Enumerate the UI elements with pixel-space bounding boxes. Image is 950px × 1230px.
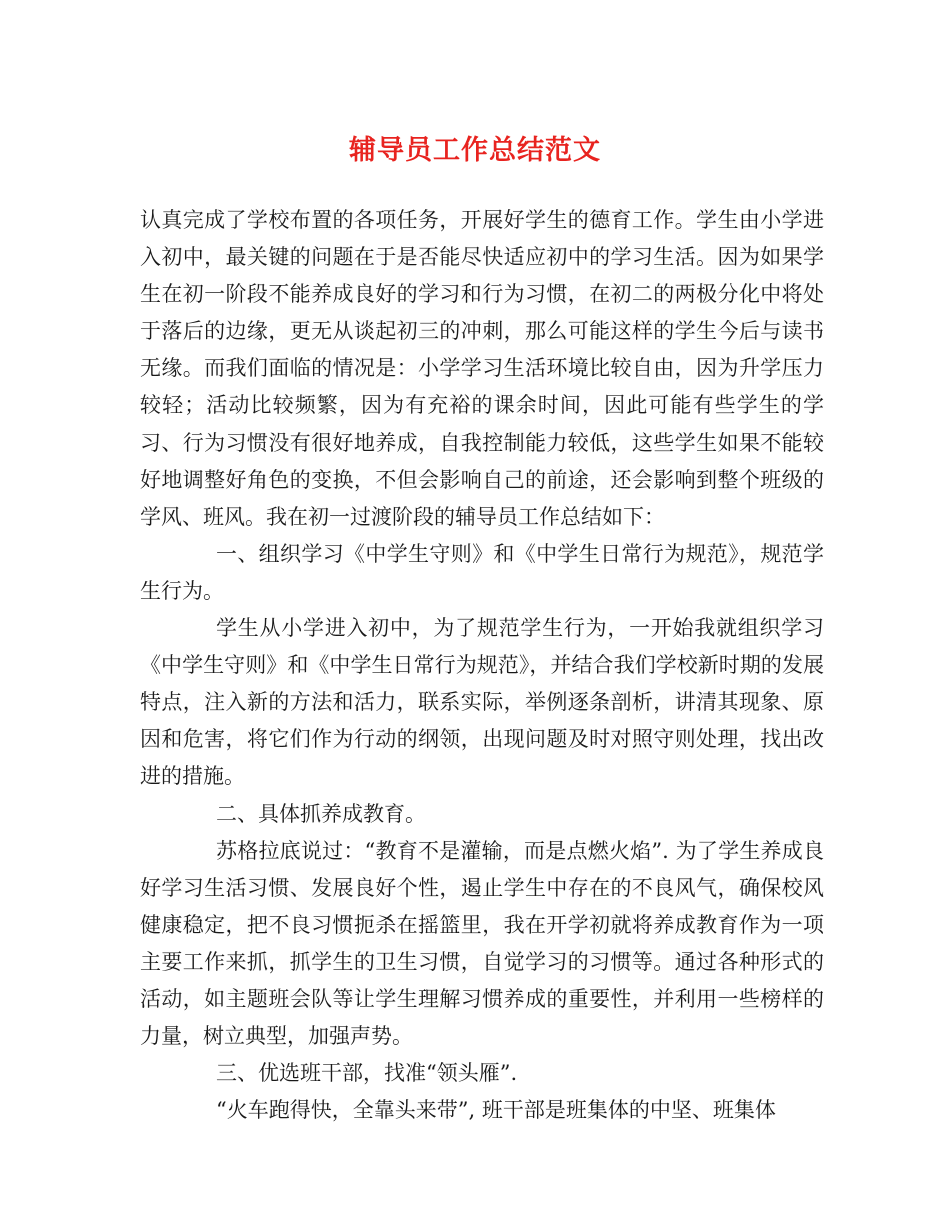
document-body: [140, 202, 824, 1129]
paragraph-section-3: “火车跑得快，全靠头来带”, 班干部是班集体的中坚、班集体: [216, 1098, 776, 1123]
section-heading-2: 二、具体抓养成教育。: [216, 801, 426, 826]
document-title: 辅导员工作总结范文: [349, 135, 601, 166]
section-heading-3: 三、优选班干部，找准“领头雁”.: [216, 1061, 518, 1086]
paragraph-section-1: 学生从小学进入初中，为了规范学生行为，一开始我就组织学习《中学生守则》和《中学生日常行为规范》，并结合我们学校新时期的发展特点，注入新的方法和活力，联系实际，举例逐条剖析，讲清其现象、原因和危害，将它们作为行动的纲领，出现问题及时对照守则处理，找出改进的措施。: [140, 616, 824, 789]
paragraph-section-2: 苏格拉底说过：“教育不是灌输，而是点燃火焰”. 为了学生养成良好学习生活习惯、发展良好个性，遏止学生中存在的不良风气，确保校风健康稳定，把不良习惯扼杀在摇篮里，我在开学初就将养成教育作为一项主要工作来抓，抓学生的卫生习惯，自觉学习的习惯等。通过各种形式的活动，如主题班会队等让学生理解习惯养成的重要性，并利用一些榜样的力量，树立典型，加强声势。: [140, 838, 824, 1049]
section-heading-1: 一、组织学习《中学生守则》和《中学生日常行为规范》，规范学生行为。: [140, 541, 824, 603]
paragraph-intro: 认真完成了学校布置的各项任务，开展好学生的德育工作。学生由小学进入初中，最关键的问题在于是否能尽快适应初中的学习生活。因为如果学生在初一阶段不能养成良好的学习和行为习惯，在初二的两极分化中将处于落后的边缘，更无从谈起初三的冲刺，那么可能这样的学生今后与读书无缘。而我们面临的情况是：小学学习生活环境比较自由，因为升学压力较轻；活动比较频繁，因为有充裕的课余时间，因此可能有些学生的学习、行为习惯没有很好地养成，自我控制能力较低，这些学生如果不能较好地调整好角色的变换，不但会影响自己的前途，还会影响到整个班级的学风、班风。我在初一过渡阶段的辅导员工作总结如下：: [140, 208, 824, 529]
